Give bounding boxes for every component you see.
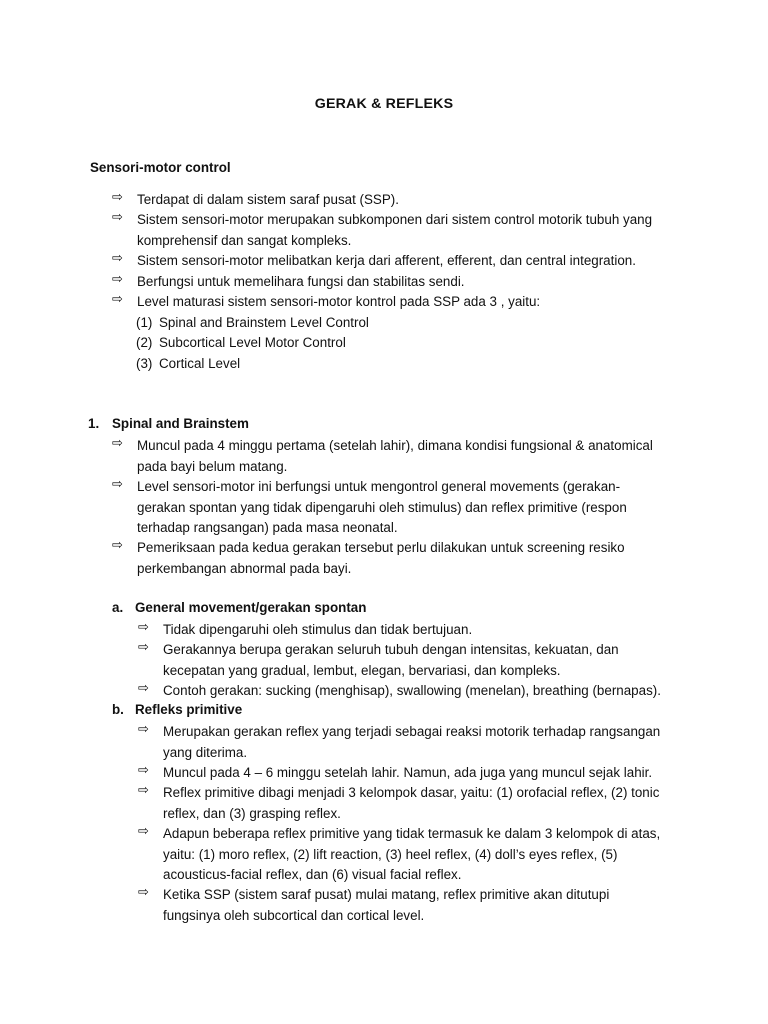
bullet-text-line: acousticus-facial reflex, dan (6) visual facial reflex. [163,867,462,882]
bullet-text-line: gerakan spontan yang tidak dipengaruhi oleh stimulus) dan reflex primitive (respon [137,499,627,515]
level-item [136,313,369,334]
bullet-text [163,824,660,886]
bullet-text [163,640,619,681]
bullet-text-line: Sistem sensori-motor melibatkan kerja dari afferent, efferent, dan central integration. [137,253,636,268]
subsection-heading-general-movement: General movement/gerakan spontan [135,600,367,615]
bullet-text-line: kecepatan yang gradual, lembut, elegan, bervariasi, dan kompleks. [163,662,561,678]
level-number: (3) [136,356,153,371]
bullet-text-line: Tidak dipengaruhi oleh stimulus dan tidak bertujuan. [163,622,473,637]
bullet-text [137,272,465,293]
bullet-text [137,190,399,211]
arrow-right-icon: ⇨ [112,292,123,307]
bullet-text-line: yang diterima. [163,744,248,760]
arrow-right-icon: ⇨ [138,640,149,655]
level-number: (2) [136,335,153,350]
bullet-text-line: Gerakannya berupa gerakan seluruh tubuh dengan intensitas, kekuatan, dan [163,642,619,657]
arrow-right-icon: ⇨ [138,681,149,696]
bullet-text-line: Berfungsi untuk memelihara fungsi dan stabilitas sendi. [137,274,465,289]
bullet-text-line: Muncul pada 4 minggu pertama (setelah lahir), dimana kondisi fungsional & anatomical [137,438,653,453]
subsection-heading-refleks-primitive: Refleks primitive [135,702,243,717]
subsection-letter-b: b. [112,702,124,717]
bullet-text-line: reflex, dan (3) grasping reflex. [163,805,341,821]
bullet-text-line: Pemeriksaan pada kedua gerakan tersebut perlu dilakukan untuk screening resiko [137,540,625,555]
arrow-right-icon: ⇨ [138,783,149,798]
level-item [136,333,346,354]
bullet-text [163,681,661,702]
arrow-right-icon: ⇨ [138,763,149,778]
bullet-text [137,210,652,251]
bullet-text [163,722,660,763]
bullet-text-line: Terdapat di dalam sistem saraf pusat (SSP). [137,192,399,207]
section-number-1: 1. [88,416,100,431]
bullet-text [137,251,636,272]
arrow-right-icon: ⇨ [112,477,123,492]
bullet-text-line: Merupakan gerakan reflex yang terjadi sebagai reaksi motorik terhadap rangsangan [163,724,661,739]
bullet-text-line: Level maturasi sistem sensori-motor kontrol pada SSP ada 3 , yaitu: [137,294,541,309]
arrow-right-icon: ⇨ [112,190,123,205]
bullet-text [163,885,609,926]
arrow-right-icon: ⇨ [138,620,149,635]
level-text: Spinal and Brainstem Level Control [159,315,369,330]
arrow-right-icon: ⇨ [138,885,149,900]
bullet-text [163,620,472,641]
arrow-right-icon: ⇨ [112,272,123,287]
bullet-text [137,436,653,477]
bullet-text-line: Level sensori-motor ini berfungsi untuk mengontrol general movements (gerakan- [137,479,621,494]
arrow-right-icon: ⇨ [138,722,149,737]
arrow-right-icon: ⇨ [112,210,123,225]
arrow-right-icon: ⇨ [112,538,123,553]
bullet-text-line: fungsinya oleh subcortical dan cortical level. [163,907,425,923]
bullet-text-line: Sistem sensori-motor merupakan subkomponen dari sistem control motorik tubuh yang [137,212,653,227]
bullet-text-line: pada bayi belum matang. [137,458,288,474]
page-title: GERAK & REFLEKS [314,96,454,112]
bullet-text-line: yaitu: (1) moro reflex, (2) lift reaction, (3) heel reflex, (4) doll’s eyes reflex, (5) [163,846,618,862]
bullet-text-line: Ketika SSP (sistem saraf pusat) mulai matang, reflex primitive akan ditutupi [163,887,610,902]
section-heading-sensori-motor: Sensori-motor control [90,160,231,175]
arrow-right-icon: ⇨ [112,436,123,451]
bullet-text [137,292,540,313]
bullet-text-line: Contoh gerakan: sucking (menghisap), swallowing (menelan), breathing (bernapas). [163,683,661,698]
level-item [136,354,240,375]
bullet-text-line: terhadap rangsangan) pada masa neonatal. [137,520,398,535]
subsection-letter-a: a. [112,600,124,615]
level-text: Cortical Level [159,356,241,371]
bullet-text [163,783,659,824]
bullet-text-line: Reflex primitive dibagi menjadi 3 kelompok dasar, yaitu: (1) orofacial reflex, (2) tonic [163,785,660,800]
bullet-text-line: Adapun beberapa reflex primitive yang tidak termasuk ke dalam 3 kelompok di atas, [163,826,661,841]
bullet-text-line: Muncul pada 4 – 6 minggu setelah lahir. Namun, ada juga yang muncul sejak lahir. [163,765,653,780]
arrow-right-icon: ⇨ [112,251,123,266]
bullet-text-line: komprehensif dan sangat kompleks. [137,232,352,248]
bullet-text [137,477,627,539]
level-text: Subcortical Level Motor Control [159,335,346,350]
bullet-text [163,763,652,784]
section-heading-spinal-brainstem: Spinal and Brainstem [112,416,249,431]
level-number: (1) [136,315,153,330]
bullet-text-line: perkembangan abnormal pada bayi. [137,560,352,576]
bullet-text [137,538,625,579]
arrow-right-icon: ⇨ [138,824,149,839]
